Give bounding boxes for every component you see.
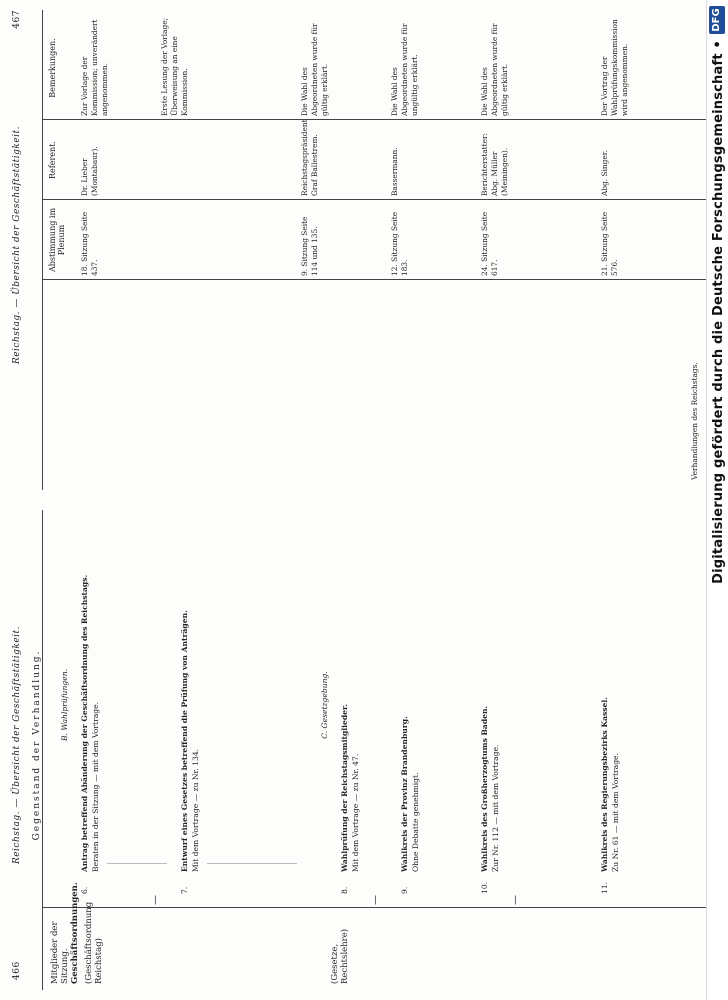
row5-sitting: 24. Sitzung Seite 617. xyxy=(480,211,499,276)
dash-mark-1: — xyxy=(150,895,161,905)
left-header-rule xyxy=(42,510,43,990)
left-section-title: Gegenstand der Verhandlung. xyxy=(32,649,42,841)
row3-remark: Die Wahl des Abgeordneten wurde für gültig erklärt. xyxy=(300,23,329,116)
dfg-logo: DFG xyxy=(709,6,725,34)
entry-8: 8. Wahlprüfung der Reichstagsmitglieder. Mit dem Vortrage — zu Nr. 47. xyxy=(340,704,360,894)
table-divider-2 xyxy=(42,199,718,200)
row6-referent: Abg. Singer. xyxy=(600,150,609,196)
row4-sitting: 12. Sitzung Seite 183. xyxy=(390,211,409,276)
left-page-number: 466 xyxy=(12,961,22,980)
entry-7: 7. Entwurf eines Gesetzes betreffend die Prüfung von Anträgen. Mit dem Vortrage — zu Nr. 134. xyxy=(180,520,297,872)
dash-mark-2: — xyxy=(370,895,381,905)
row6-remark: Der Vortrag der Wahlprüfungskommission wird angenommen. xyxy=(600,19,629,116)
row1-referent: Dr. Lieber (Montabaur). xyxy=(80,146,99,196)
margin-label-2: (Geschäftsordnung Reichstag) xyxy=(84,901,104,984)
right-running-title: Reichstag. — Übersicht der Geschäftstätigkeit. xyxy=(12,125,22,365)
left-running-title: Reichstag. — Übersicht der Geschäftstätigkeit. xyxy=(12,625,22,865)
th-referent: Referent. xyxy=(48,141,57,179)
dash-mark-3: — xyxy=(510,895,521,905)
th-remarks: Bemerkungen. xyxy=(48,38,57,98)
row4-referent: Bassermann. xyxy=(390,147,399,196)
entry-10: 10. Wahlkreis des Großherzogtums Baden. Zur Nr. 112 — mit dem Vortrage. xyxy=(480,705,500,894)
left-column-divider xyxy=(42,907,718,908)
row1-remark: Zur Vorlage der Kommission; unverändert angenommen. xyxy=(80,19,109,116)
row6-sitting: 21. Sitzung Seite 576. xyxy=(600,211,619,276)
row2-remark: Erste Lesung der Vorlage; Überweisung an eine Kommission. xyxy=(160,17,189,116)
left-column-label: Mitglieder der Sitzung. xyxy=(50,921,70,984)
right-page-number: 467 xyxy=(12,10,22,29)
row5-remark: Die Wahl des Abgeordneten wurde für gültig erklärt. xyxy=(480,23,509,116)
table-divider-1 xyxy=(42,279,718,280)
sub-heading-b: B. Wahlprüfungen. xyxy=(60,668,69,742)
left-page-header xyxy=(12,510,52,980)
margin-label-1: Geschäftsordnungen. xyxy=(70,882,80,984)
row3-sitting: 9. Sitzung Seite 114 und 135. xyxy=(300,216,319,276)
entry-9: 9. Wahlkreis der Provinz Brandenburg. Ohne Debatte genehmigt. xyxy=(400,716,420,894)
sub-heading-c: C. Gesetzgebung. xyxy=(320,671,329,739)
row1-sitting: 18. Sitzung Seite 437. xyxy=(80,211,99,276)
th-sitting: Abstimmung im Plenum xyxy=(48,207,66,273)
dfg-banner-text: Digitalisierung gefördert durch die Deutsche Forschungsgemeinschaft • xyxy=(711,40,726,584)
row3-referent: Reichstagspräsident Graf Ballestrem. xyxy=(300,119,319,196)
right-page-header xyxy=(12,10,52,480)
row5-referent: Berichterstatter: Abg. Müller (Meiningen). xyxy=(480,133,509,196)
entry-11: 11. Wahlkreis des Regierungsbezirks Kassel. Zu Nr. 61 — mit dem Vortrage. xyxy=(600,697,620,894)
table-divider-3 xyxy=(42,119,718,120)
left-page xyxy=(0,500,728,1000)
row4-remark: Die Wahl des Abgeordneten wurde für ungültig erklärt. xyxy=(390,23,419,116)
entry-6: 6. Antrag betreffend Abänderung der Geschäftsordnung des Reichstags. Beraten in der Sitzung — mit dem Vortrage. xyxy=(80,520,167,872)
dfg-banner xyxy=(706,0,728,1000)
right-header-rule xyxy=(42,10,43,490)
margin-label-3: (Gesetze, Rechtslehre) xyxy=(330,928,350,984)
footnote: Verhandlungen des Reichstags. xyxy=(690,362,699,480)
